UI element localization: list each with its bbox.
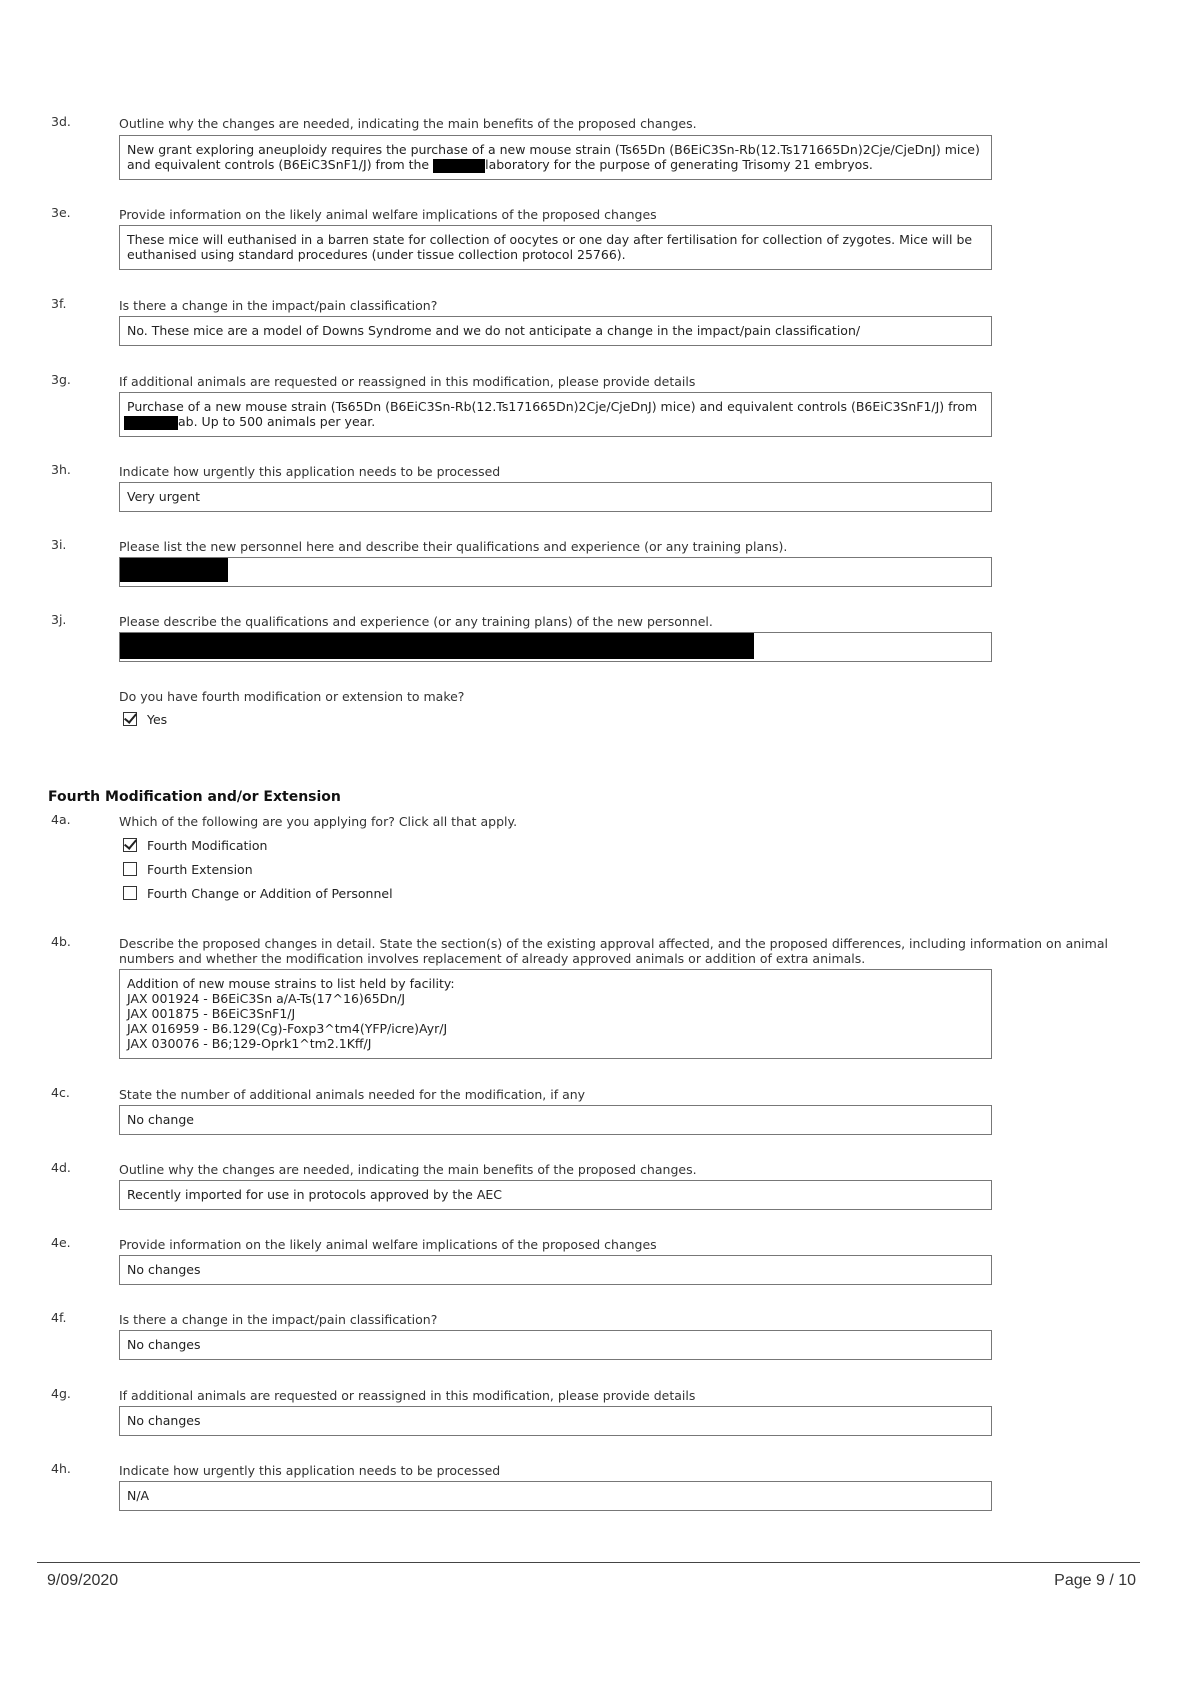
question-label-3d: Outline why the changes are needed, indicating the main benefits of the proposed changes. bbox=[119, 116, 697, 131]
question-number-3g: 3g. bbox=[51, 372, 71, 387]
answer-field-3h[interactable]: Very urgent bbox=[119, 482, 992, 512]
answer-text-3g-part1: Purchase of a new mouse strain (Ts65Dn (B6EiC3Sn-Rb(12.Ts171665Dn)2Cje/CjeDnJ) mice) and equivalent controls (B6EiC3SnF1/J) from bbox=[127, 399, 978, 414]
answer-field-4h[interactable]: N/A bbox=[119, 1481, 992, 1511]
answer-text-3d-part1: New grant exploring aneuploidy requires the purchase of a new mouse strain (Ts65Dn (B6EiC3Sn-Rb(12.Ts171665Dn)2Cje/CjeDnJ) mice) and equivalent controls (B6EiC3SnF1/J) from the bbox=[127, 142, 984, 172]
answer-text-3g-part2: ab. Up to 500 animals per year. bbox=[178, 414, 376, 429]
section-heading-fourth-modification: Fourth Modification and/or Extension bbox=[48, 789, 341, 805]
question-label-3f: Is there a change in the impact/pain classification? bbox=[119, 298, 438, 313]
question-label-4g: If additional animals are requested or reassigned in this modification, please provide details bbox=[119, 1388, 696, 1403]
option-fourth-personnel[interactable] bbox=[123, 884, 393, 902]
question-number-4b: 4b. bbox=[51, 934, 71, 949]
answer-field-4d[interactable]: Recently imported for use in protocols approved by the AEC bbox=[119, 1180, 992, 1210]
question-label-3i: Please list the new personnel here and describe their qualifications and experience (or any training plans). bbox=[119, 539, 788, 554]
fourth-modification-yes-option[interactable] bbox=[123, 710, 167, 728]
answer-field-3j[interactable] bbox=[119, 632, 992, 662]
question-label-3g: If additional animals are requested or reassigned in this modification, please provide details bbox=[119, 374, 696, 389]
question-number-3h: 3h. bbox=[51, 462, 71, 477]
fourth-modification-question: Do you have fourth modification or extension to make? bbox=[119, 689, 465, 704]
question-number-4g: 4g. bbox=[51, 1386, 71, 1401]
answer-field-4e[interactable]: No changes bbox=[119, 1255, 992, 1285]
answer-field-3e[interactable]: These mice will euthanised in a barren state for collection of oocytes or one day after fertilisation for collection of zygotes. Mice will be euthanised using standard procedures (under tissue collection protocol 25766). bbox=[119, 225, 992, 270]
footer-date: 9/09/2020 bbox=[47, 1572, 119, 1589]
question-label-4c: State the number of additional animals needed for the modification, if any bbox=[119, 1087, 586, 1102]
question-number-4h: 4h. bbox=[51, 1461, 71, 1476]
footer-page-number: Page 9 / 10 bbox=[1054, 1572, 1136, 1589]
checkbox-checked-icon[interactable] bbox=[123, 838, 137, 852]
option-fourth-extension[interactable] bbox=[123, 860, 253, 878]
question-number-4d: 4d. bbox=[51, 1160, 71, 1175]
answer-field-4f[interactable]: No changes bbox=[119, 1330, 992, 1360]
redaction-block bbox=[433, 159, 485, 173]
checkbox-unchecked-icon[interactable] bbox=[123, 862, 137, 876]
footer-divider bbox=[37, 1562, 1140, 1563]
question-label-4d: Outline why the changes are needed, indicating the main benefits of the proposed changes. bbox=[119, 1162, 697, 1177]
checkbox-checked-icon[interactable] bbox=[123, 712, 137, 726]
option-label-yes: Yes bbox=[147, 711, 168, 727]
question-number-3d: 3d. bbox=[51, 114, 71, 129]
question-label-3h: Indicate how urgently this application needs to be processed bbox=[119, 464, 501, 479]
question-number-4e: 4e. bbox=[51, 1235, 71, 1250]
question-number-3j: 3j. bbox=[51, 612, 67, 627]
answer-field-4g[interactable]: No changes bbox=[119, 1406, 992, 1436]
question-label-4h: Indicate how urgently this application needs to be processed bbox=[119, 1463, 501, 1478]
question-number-3i: 3i. bbox=[51, 537, 67, 552]
option-label: Fourth Extension bbox=[147, 861, 253, 877]
option-fourth-modification[interactable] bbox=[123, 836, 267, 854]
answer-field-4c[interactable]: No change bbox=[119, 1105, 992, 1135]
option-label: Fourth Change or Addition of Personnel bbox=[147, 885, 393, 901]
answer-field-3f[interactable]: No. These mice are a model of Downs Syndrome and we do not anticipate a change in the impact/pain classification/ bbox=[119, 316, 992, 346]
answer-text-3d-part2: laboratory for the purpose of generating Trisomy 21 embryos. bbox=[485, 157, 873, 172]
answer-field-3g[interactable] bbox=[119, 392, 992, 437]
question-number-4c: 4c. bbox=[51, 1085, 70, 1100]
redaction-block bbox=[124, 416, 178, 430]
redaction-block bbox=[120, 633, 754, 659]
answer-field-3d[interactable] bbox=[119, 135, 992, 180]
option-label: Fourth Modification bbox=[147, 837, 268, 853]
question-label-4e: Provide information on the likely animal welfare implications of the proposed changes bbox=[119, 1237, 657, 1252]
question-label-4b: Describe the proposed changes in detail. State the section(s) of the existing approval affected, and the proposed differences, including information on animal numbers and whether the modification involves replacement of already approved animals or addition of extra animals. bbox=[119, 936, 1108, 966]
redaction-block bbox=[120, 558, 228, 582]
question-number-3f: 3f. bbox=[51, 296, 67, 311]
checkbox-unchecked-icon[interactable] bbox=[123, 886, 137, 900]
question-label-4f: Is there a change in the impact/pain classification? bbox=[119, 1312, 438, 1327]
question-number-4a: 4a. bbox=[51, 812, 71, 827]
answer-field-4b[interactable]: Addition of new mouse strains to list held by facility: JAX 001924 - B6EiC3Sn a/A-Ts(17^16)65Dn/J JAX 001875 - B6EiC3SnF1/J JAX 016959 - B6.129(Cg)-Foxp3^tm4(YFP/icre)Ayr/J JAX 030076 - B6;129-Oprk1^tm2.1Kff/J bbox=[119, 969, 992, 1059]
question-label-3j: Please describe the qualifications and experience (or any training plans) of the new personnel. bbox=[119, 614, 713, 629]
question-label-3e: Provide information on the likely animal welfare implications of the proposed changes bbox=[119, 207, 657, 222]
answer-field-3i[interactable] bbox=[119, 557, 992, 587]
question-number-3e: 3e. bbox=[51, 205, 71, 220]
question-label-4a: Which of the following are you applying for? Click all that apply. bbox=[119, 814, 518, 829]
question-number-4f: 4f. bbox=[51, 1310, 67, 1325]
